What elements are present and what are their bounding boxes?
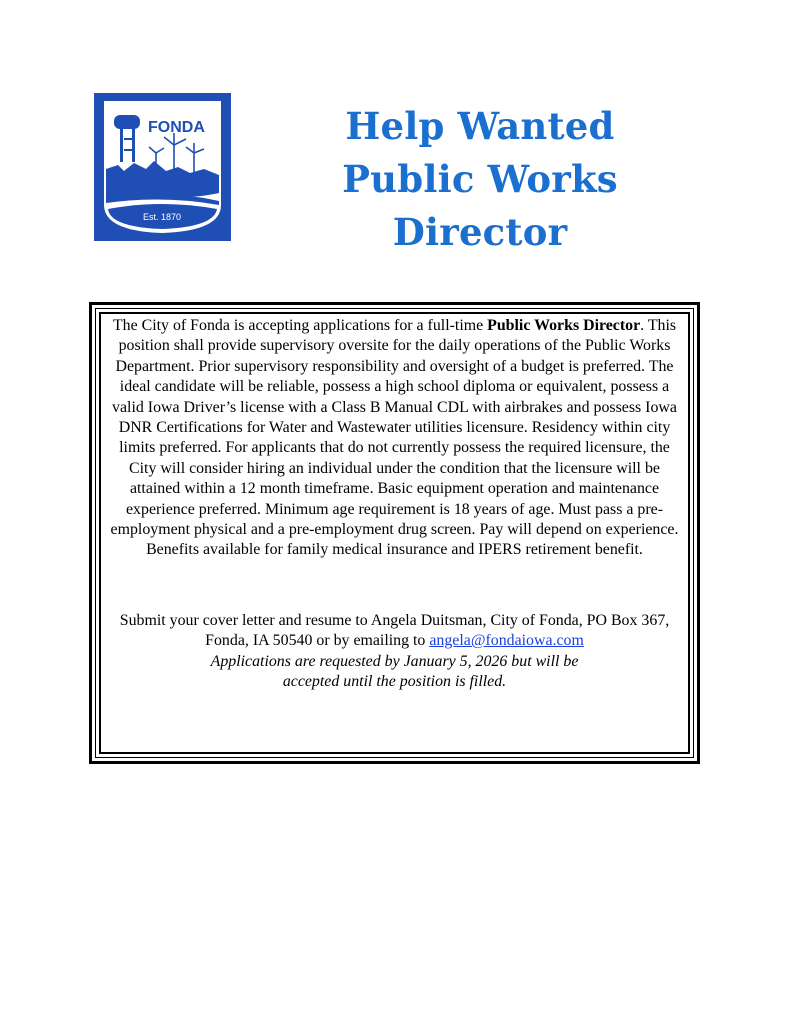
logo-established: Est. 1870 xyxy=(142,212,182,222)
email-link[interactable]: angela@fondaiowa.com xyxy=(429,632,584,650)
city-logo xyxy=(94,93,231,241)
fonda-seal-icon xyxy=(94,93,231,241)
description-intro: The City of Fonda is accepting applications for a full-time xyxy=(112,317,488,334)
submission-text: Submit your cover letter and resume to Angela Duitsman, City of Fonda, PO Box 367, Fonda, IA 50540 or by emailing to xyxy=(119,611,670,650)
title-line-2: Public Works xyxy=(342,157,618,201)
job-posting-body xyxy=(104,316,685,693)
position-title: Public Works Director xyxy=(487,317,641,334)
title-line-1: Help Wanted xyxy=(345,104,615,148)
title-line-3: Director xyxy=(392,210,568,254)
page-title xyxy=(285,100,675,259)
description-details: . This position shall provide supervisory oversite for the daily operations of the Public Works Department. Prior supervisory responsibility and oversight of a budget is preferred. The ideal candidate will be reliable, possess a high school diploma or equivalent, possess a valid Iowa Driver’s license with a Class B Manual CDL with airbrakes and possess Iowa DNR Certifications for Water and Wastewater utilities licensure. Residency within city limits preferred. For applicants that do not currently possess the required licensure, the City will consider hiring an individual under the condition that the licensure will be attained within a 12 month timeframe. Basic equipment operation and maintenance experience preferred. Minimum age requirement is 18 years of age. Must pass a pre-employment physical and a pre-employment drug screen. Pay will depend on experience. Benefits available for family medical insurance and IPERS retirement benefit. xyxy=(110,317,679,559)
logo-name: FONDA xyxy=(148,119,205,136)
submission-instructions xyxy=(104,611,685,693)
job-description xyxy=(104,316,685,561)
deadline-line-2: accepted until the position is filled. xyxy=(282,673,507,691)
deadline-line-1: Applications are requested by January 5, 2026 but will be xyxy=(210,652,579,670)
